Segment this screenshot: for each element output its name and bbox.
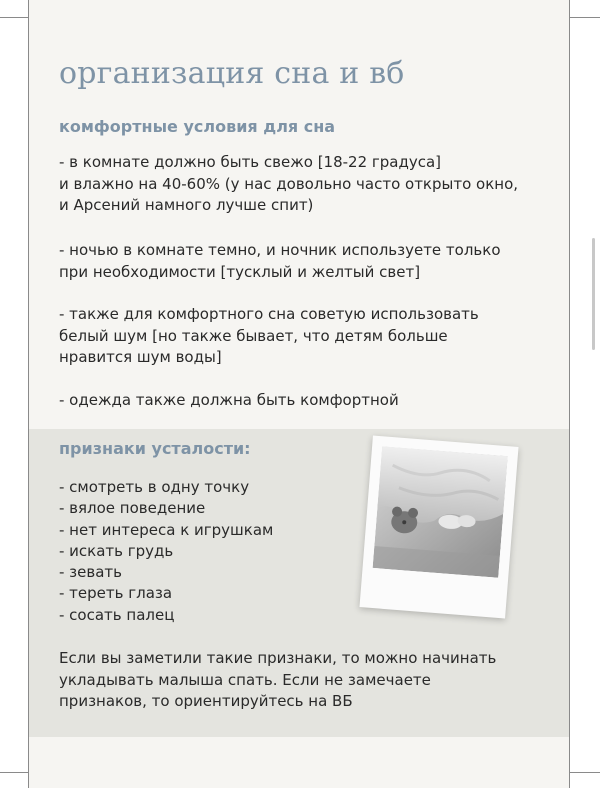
page-title: организация сна и вб	[59, 56, 405, 91]
polaroid-photo	[359, 436, 518, 619]
signs-note: Если вы заметили такие признаки, то можно начинать укладывать малыша спать. Если не замечаете признаков, то ориентируйтесь на ВБ	[59, 649, 497, 710]
comfort-paragraph-temperature: - в комнате должно быть свежо [18-22 градуса] и влажно на 40-60% (у нас довольно часто открыто окно, и Арсений намного лучше спит)	[59, 153, 519, 214]
signs-heading: признаки усталости:	[59, 439, 251, 458]
list-item: - искать грудь	[59, 541, 174, 560]
document-page	[28, 0, 570, 788]
list-item: - вялое поведение	[59, 499, 206, 518]
list-item: - смотреть в одну точку	[59, 478, 250, 496]
list-item: - нет интереса к игрушкам	[59, 520, 274, 539]
signs-list	[59, 477, 273, 626]
comfort-paragraph-clothes: - одежда также должна быть комфортной	[59, 391, 399, 409]
list-item: - зевать	[59, 563, 122, 582]
list-item: - сосать палец	[59, 605, 175, 624]
comfort-paragraph-white-noise: - также для комфортного сна советую использовать белый шум [но также бывает, что детям больше нравится шум воды]	[59, 305, 479, 366]
comfort-heading: комфортные условия для сна	[59, 117, 336, 136]
comfort-paragraph-darkness: - ночью в комнате темно, и ночник используете только при необходимости [тусклый и желтый свет]	[59, 241, 501, 281]
scrollbar[interactable]	[592, 238, 595, 350]
list-item: - тереть глаза	[59, 584, 173, 603]
sleeping-baby-photo	[373, 446, 508, 578]
